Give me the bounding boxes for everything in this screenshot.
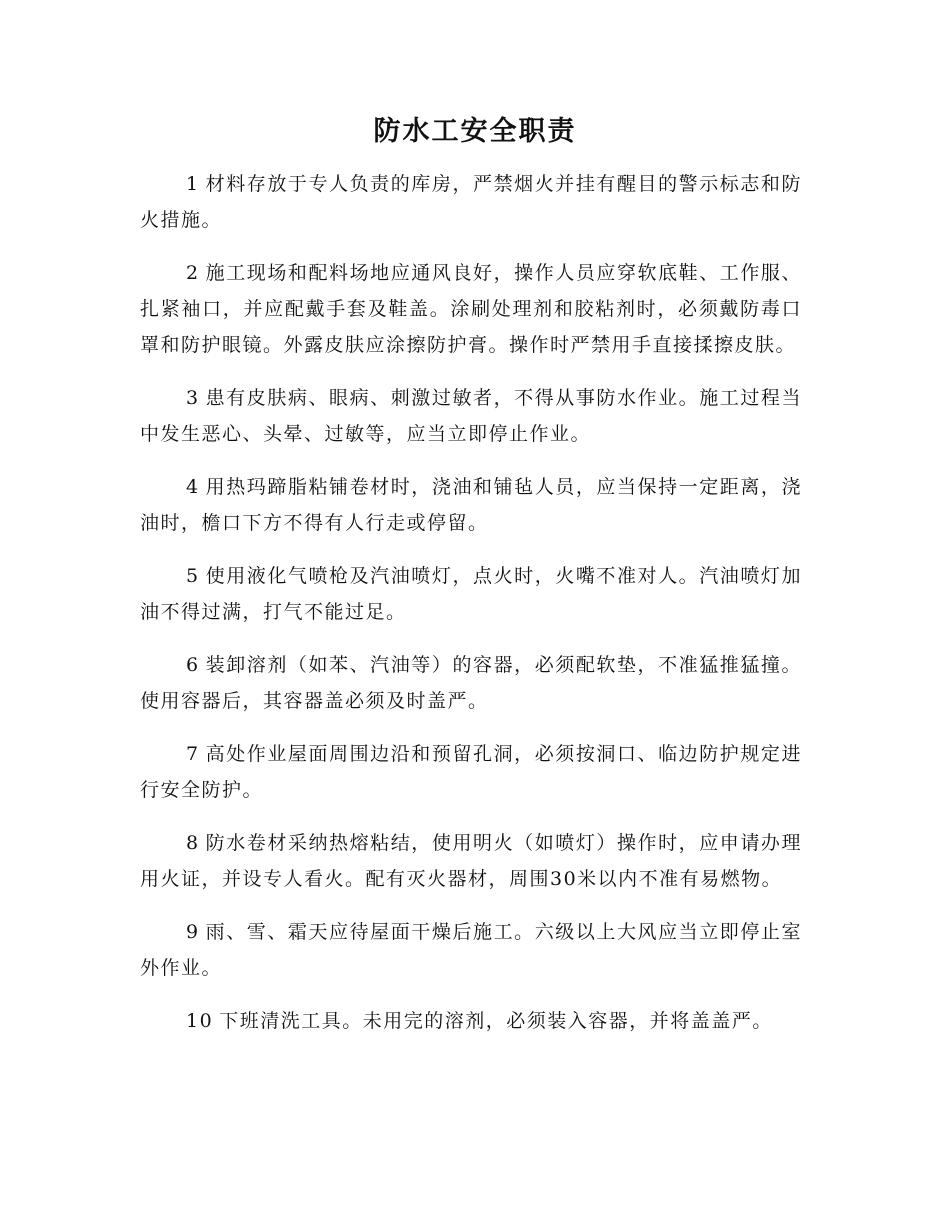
paragraph-number: 4: [186, 476, 200, 498]
paragraph-text: 施工现场和配料场地应通风良好，操作人员应穿软底鞋、工作服、扎紧袖口，并应配戴手套及鞋盖。涂刷处理剂和胶粘剂时，必须戴防毒口罩和防护眼镜。外露皮肤应涂擦防护膏。操作时严禁用手直接揉擦皮肤。: [140, 262, 802, 356]
paragraph-8: [140, 825, 802, 897]
paragraph-text: 雨、雪、霜天应待屋面干燥后施工。六级以上大风应当立即停止室外作业。: [140, 921, 802, 979]
paragraph-text: 材料存放于专人负责的库房，严禁烟火并挂有醒目的警示标志和防火措施。: [140, 173, 802, 231]
paragraph-7: [140, 736, 802, 808]
paragraph-text: 下班清洗工具。未用完的溶剂，必须装入容器，并将盖盖严。: [219, 1010, 773, 1032]
paragraph-text: 高处作业屋面周围边沿和预留孔洞，必须按洞口、临边防护规定进行安全防护。: [140, 743, 802, 801]
document-title: 防水工安全职责: [373, 116, 577, 147]
paragraph-9: [140, 914, 802, 986]
paragraph-text: 防水卷材采纳热熔粘结，使用明火（如喷灯）操作时，应申请办理用火证，并设专人看火。配有灭火器材，周围30米以内不准有易燃物。: [140, 832, 802, 890]
paragraph-text: 使用液化气喷枪及汽油喷灯，点火时，火嘴不准对人。汽油喷灯加油不得过满，打气不能过足。: [140, 565, 802, 623]
paragraph-number: 8: [186, 832, 200, 854]
paragraph-number: 1: [186, 173, 200, 195]
paragraph-number: 2: [186, 262, 200, 284]
paragraph-4: [140, 469, 802, 541]
paragraph-2: [140, 255, 802, 363]
paragraph-3: [140, 380, 802, 452]
paragraph-text: 用热玛蹄脂粘铺卷材时，浇油和铺毡人员，应当保持一定距离，浇油时，檐口下方不得有人行走或停留。: [140, 476, 802, 534]
paragraph-number: 5: [186, 565, 200, 587]
paragraph-text: 患有皮肤病、眼病、刺激过敏者，不得从事防水作业。施工过程当中发生恶心、头晕、过敏等，应当立即停止作业。: [140, 387, 802, 445]
paragraph-1: [140, 166, 802, 238]
paragraph-6: [140, 647, 802, 719]
paragraph-number: 7: [186, 743, 200, 765]
paragraph-number: 9: [186, 921, 200, 943]
document-body: [140, 166, 802, 1056]
paragraph-number: 3: [186, 387, 200, 409]
paragraph-text: 装卸溶剂（如苯、汽油等）的容器，必须配软垫，不准猛推猛撞。使用容器后，其容器盖必须及时盖严。: [140, 654, 802, 712]
paragraph-number: 10: [186, 1010, 214, 1032]
paragraph-number: 6: [186, 654, 200, 676]
paragraph-10: [140, 1003, 802, 1039]
paragraph-5: [140, 558, 802, 630]
